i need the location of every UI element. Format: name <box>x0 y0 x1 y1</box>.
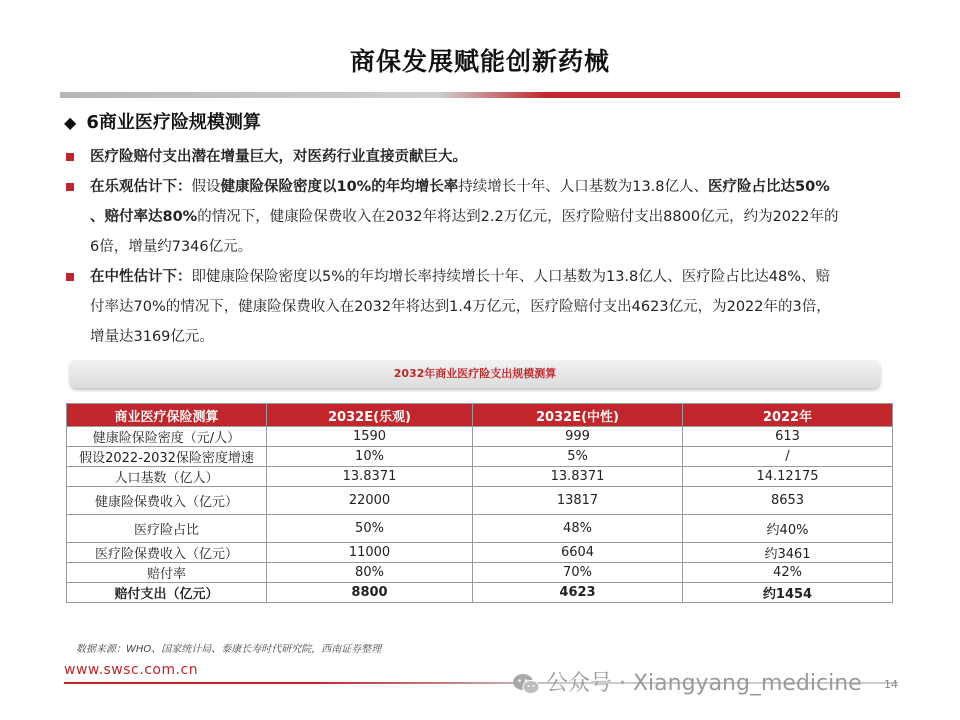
table-cell: 11000 <box>267 543 473 563</box>
page-title: 商保发展赋能创新药械 <box>349 47 610 76</box>
table-title-banner: 2032年商业医疗险支出规模测算 <box>70 360 880 388</box>
bullet-text-segment: 在乐观估计下： <box>90 179 192 195</box>
table-cell: 1590 <box>267 427 473 447</box>
bullet-line <box>90 172 914 202</box>
bullet-item <box>64 262 914 352</box>
table-cell: 999 <box>473 427 683 447</box>
section-heading-text: 6商业医疗险规模测算 <box>86 112 261 133</box>
bullet-square-icon <box>66 153 74 161</box>
bullet-text-segment: 付率达70%的情况下，健康险保费收入在2032年将达到1.4万亿元，医疗险赔付支出4623亿元，为2022年的3倍， <box>90 299 831 315</box>
footer-url[interactable]: www.swsc.com.cn <box>64 662 199 678</box>
row-label-cell: 医疗险占比 <box>67 515 267 543</box>
table-row <box>67 563 893 583</box>
table-cell: 约3461 <box>683 543 893 563</box>
bullet-list <box>64 142 914 352</box>
title-divider <box>60 92 900 98</box>
row-label-cell: 人口基数（亿人） <box>67 467 267 487</box>
row-label-cell: 赔付率 <box>67 563 267 583</box>
table-row <box>67 583 893 603</box>
bullet-item <box>64 142 914 172</box>
watermark-text: 公众号 · Xiangyang_medicine <box>546 671 862 696</box>
table-cell: 6604 <box>473 543 683 563</box>
data-source-note: 数据来源：WHO、国家统计局、泰康长寿时代研究院，西南证券整理 <box>76 644 382 655</box>
bullet-line <box>90 322 914 352</box>
row-label-cell: 健康险保费收入（亿元） <box>67 487 267 515</box>
table-cell: 约40% <box>683 515 893 543</box>
row-label-cell: 健康险保险密度（元/人） <box>67 427 267 447</box>
table-header-cell: 2032E(中性) <box>473 404 683 427</box>
bullet-item <box>64 172 914 262</box>
wechat-icon <box>512 673 540 695</box>
bullet-line <box>90 142 914 172</box>
table-cell: 13817 <box>473 487 683 515</box>
bullet-text-segment: 增量达3169亿元。 <box>90 329 214 345</box>
table-cell: 5% <box>473 447 683 467</box>
table-cell: 8653 <box>683 487 893 515</box>
bullet-text-segment: 的情况下，健康险保费收入在2032年将达到2.2万亿元，医疗险赔付支出8800亿元，约为2022年的 <box>197 209 839 225</box>
table-cell: 613 <box>683 427 893 447</box>
table-row <box>67 447 893 467</box>
table-cell: 42% <box>683 563 893 583</box>
table-cell: 4623 <box>473 583 683 603</box>
watermark <box>512 666 862 697</box>
table-cell: 22000 <box>267 487 473 515</box>
table-header-cell: 2022年 <box>683 404 893 427</box>
section-heading <box>64 108 261 134</box>
table-cell: 80% <box>267 563 473 583</box>
table-cell: 14.12175 <box>683 467 893 487</box>
table-row <box>67 515 893 543</box>
bullet-text-segment: 6倍，增量约7346亿元。 <box>90 239 253 255</box>
table-row <box>67 427 893 447</box>
table-header-cell: 2032E(乐观) <box>267 404 473 427</box>
bullet-text-segment: 医疗险占比达50% <box>708 179 830 195</box>
table-cell: / <box>683 447 893 467</box>
bullet-text-segment: 、赔付率达80% <box>90 209 198 225</box>
bullet-line <box>90 232 914 262</box>
table-cell: 10% <box>267 447 473 467</box>
table-cell: 13.8371 <box>267 467 473 487</box>
row-label-cell: 假设2022-2032保险密度增速 <box>67 447 267 467</box>
table-row <box>67 467 893 487</box>
table-cell: 70% <box>473 563 683 583</box>
bullet-text-segment: 在中性估计下： <box>90 269 192 285</box>
bullet-text-segment: 假设 <box>191 179 221 195</box>
bullet-line <box>90 202 914 232</box>
bullet-text-segment: 健康险保险密度以10%的年均增长率 <box>220 179 459 195</box>
bullet-square-icon <box>66 183 74 191</box>
table-header-cell: 商业医疗保险测算 <box>67 404 267 427</box>
row-label-cell: 医疗险保费收入（亿元） <box>67 543 267 563</box>
bullet-square-icon <box>66 273 74 281</box>
table-cell: 48% <box>473 515 683 543</box>
diamond-icon: ◆ <box>64 113 77 132</box>
table-cell: 50% <box>267 515 473 543</box>
bullet-text-segment: 持续增长十年、人口基数为13.8亿人、 <box>458 179 709 195</box>
bullet-text-segment: 即健康险保险密度以5%的年均增长率持续增长十年、人口基数为13.8亿人、医疗险占比达48%、赔 <box>191 269 831 285</box>
table-row <box>67 543 893 563</box>
row-label-cell: 赔付支出（亿元） <box>67 583 267 603</box>
bullet-text-segment: 医疗险赔付支出潜在增量巨大，对医药行业直接贡献巨大。 <box>90 149 467 165</box>
bullet-line <box>90 292 914 322</box>
bullet-line <box>90 262 914 292</box>
table-cell: 13.8371 <box>473 467 683 487</box>
table-header-row <box>67 404 893 427</box>
table-cell: 约1454 <box>683 583 893 603</box>
page-number: 14 <box>884 678 898 691</box>
table-cell: 8800 <box>267 583 473 603</box>
estimate-table <box>66 403 893 603</box>
table-row <box>67 487 893 515</box>
